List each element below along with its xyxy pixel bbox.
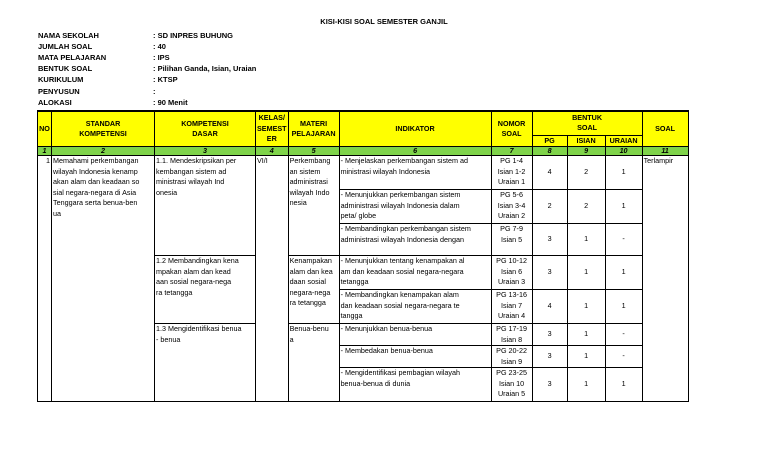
column-number: 11 [642, 147, 688, 156]
meta-value: : 90 Menit [153, 98, 188, 107]
uraian-count-cell: 1 [605, 156, 642, 190]
header-soal: SOAL [642, 111, 688, 147]
standar-kompetensi-cell: Memahami perkembangan wilayah Indonesia kenamp akan alam dan keadaan so sial negara-negara di Asia Tenggara serta benua-ben ua [52, 156, 155, 402]
indikator-cell: - Membandingkan kenampakan alam dan keadaan sosial negara-negara te tangga [339, 290, 491, 324]
materi-cell: Kenampakan alam dan kea daan sosial negara-nega ra tetangga [288, 256, 339, 324]
kelas-semester-cell: VI/I [256, 156, 289, 402]
kisi-kisi-table [37, 110, 689, 402]
header-pg: PG [532, 135, 567, 147]
header-nomor-soal: NOMOR SOAL [491, 111, 532, 147]
indikator-cell: - Menunjukkan benua-benua [339, 324, 491, 346]
kompetensi-dasar-cell: 1.1. Mendeskripsikan per kembangan sistem ad ministrasi wilayah Ind onesia [155, 156, 256, 256]
meta-key: ALOKASI [38, 98, 72, 107]
indikator-cell: - Menjelaskan perkembangan sistem ad ministrasi wilayah Indonesia [339, 156, 491, 190]
indikator-cell: - Membedakan benua-benua [339, 346, 491, 368]
table-row [38, 156, 689, 190]
isian-count-cell: 1 [567, 224, 605, 256]
header-kelas-semester: KELAS/ SEMEST ER [256, 111, 289, 147]
nomor-soal-cell: PG 1-4 Isian 1-2 Uraian 1 [491, 156, 532, 190]
uraian-count-cell: 1 [605, 368, 642, 402]
nomor-soal-cell: PG 13-16 Isian 7 Uraian 4 [491, 290, 532, 324]
column-number: 8 [532, 147, 567, 156]
column-number: 5 [288, 147, 339, 156]
meta-key: JUMLAH SOAL [38, 42, 93, 51]
uraian-count-cell: 1 [605, 290, 642, 324]
pg-count-cell: 3 [532, 368, 567, 402]
header-indikator: INDIKATOR [339, 111, 491, 147]
meta-value: : KTSP [153, 75, 178, 84]
indikator-cell: - Menunjukkan perkembangan sistem administrasi wilayah Indonesia dalam peta/ globe [339, 190, 491, 224]
column-number: 3 [155, 147, 256, 156]
pg-count-cell: 4 [532, 156, 567, 190]
column-number: 6 [339, 147, 491, 156]
column-number: 9 [567, 147, 605, 156]
meta-key: MATA PELAJARAN [38, 53, 107, 62]
pg-count-cell: 3 [532, 346, 567, 368]
isian-count-cell: 1 [567, 256, 605, 290]
meta-value: : IPS [153, 53, 170, 62]
indikator-cell: - Menunjukkan tentang kenampakan al am dan keadaan sosial negara-negara tetangga [339, 256, 491, 290]
header-materi-pelajaran: MATERI PELAJARAN [288, 111, 339, 147]
nomor-soal-cell: PG 17-19 Isian 8 [491, 324, 532, 346]
header-no: NO [38, 111, 52, 147]
column-number: 7 [491, 147, 532, 156]
meta-value: : SD INPRES BUHUNG [153, 31, 234, 40]
indikator-cell: - Membandingkan perkembangan sistem administrasi wilayah Indonesia dengan [339, 224, 491, 256]
isian-count-cell: 2 [567, 156, 605, 190]
meta-key: KURIKULUM [38, 75, 84, 84]
isian-count-cell: 1 [567, 324, 605, 346]
uraian-count-cell: - [605, 224, 642, 256]
materi-cell: Benua-benu a [288, 324, 339, 402]
uraian-count-cell: - [605, 346, 642, 368]
meta-key: PENYUSUN [38, 87, 80, 96]
row-number: 1 [38, 156, 52, 402]
column-number-row [38, 147, 689, 156]
header-bentuk-soal: BENTUK SOAL [532, 111, 642, 135]
isian-count-cell: 1 [567, 368, 605, 402]
column-number: 2 [52, 147, 155, 156]
meta-value: : [153, 87, 156, 96]
header-uraian: URAIAN [605, 135, 642, 147]
soal-cell: Terlampir [642, 156, 688, 402]
uraian-count-cell: - [605, 324, 642, 346]
uraian-count-cell: 1 [605, 190, 642, 224]
uraian-count-cell: 1 [605, 256, 642, 290]
isian-count-cell: 2 [567, 190, 605, 224]
column-number: 4 [256, 147, 289, 156]
pg-count-cell: 3 [532, 224, 567, 256]
meta-key: NAMA SEKOLAH [38, 31, 99, 40]
isian-count-cell: 1 [567, 346, 605, 368]
pg-count-cell: 3 [532, 256, 567, 290]
pg-count-cell: 3 [532, 324, 567, 346]
header-isian: ISIAN [567, 135, 605, 147]
kompetensi-dasar-cell: 1.2 Membandingkan kena mpakan alam dan kead aan sosial negara-nega ra tetangga [155, 256, 256, 324]
nomor-soal-cell: PG 5-6 Isian 3-4 Uraian 2 [491, 190, 532, 224]
isian-count-cell: 1 [567, 290, 605, 324]
pg-count-cell: 4 [532, 290, 567, 324]
document-title: KISI-KISI SOAL SEMESTER GANJIL [320, 17, 448, 26]
kompetensi-dasar-cell: 1.3 Mengidentifikasi benua - benua [155, 324, 256, 402]
indikator-cell: - Mengidentifikasi pembagian wilayah benua-benua di dunia [339, 368, 491, 402]
header-standar-kompetensi: STANDAR KOMPETENSI [52, 111, 155, 147]
nomor-soal-cell: PG 20-22 Isian 9 [491, 346, 532, 368]
meta-value: : Pilihan Ganda, Isian, Uraian [153, 64, 257, 73]
meta-value: : 40 [153, 42, 166, 51]
column-number: 1 [38, 147, 52, 156]
nomor-soal-cell: PG 7-9 Isian 5 [491, 224, 532, 256]
pg-count-cell: 2 [532, 190, 567, 224]
header-kompetensi-dasar: KOMPETENSI DASAR [155, 111, 256, 147]
nomor-soal-cell: PG 23-25 Isian 10 Uraian 5 [491, 368, 532, 402]
meta-key: BENTUK SOAL [38, 64, 93, 73]
column-number: 10 [605, 147, 642, 156]
nomor-soal-cell: PG 10-12 Isian 6 Uraian 3 [491, 256, 532, 290]
materi-cell: Perkembang an sistem administrasi wilayah Indo nesia [288, 156, 339, 256]
